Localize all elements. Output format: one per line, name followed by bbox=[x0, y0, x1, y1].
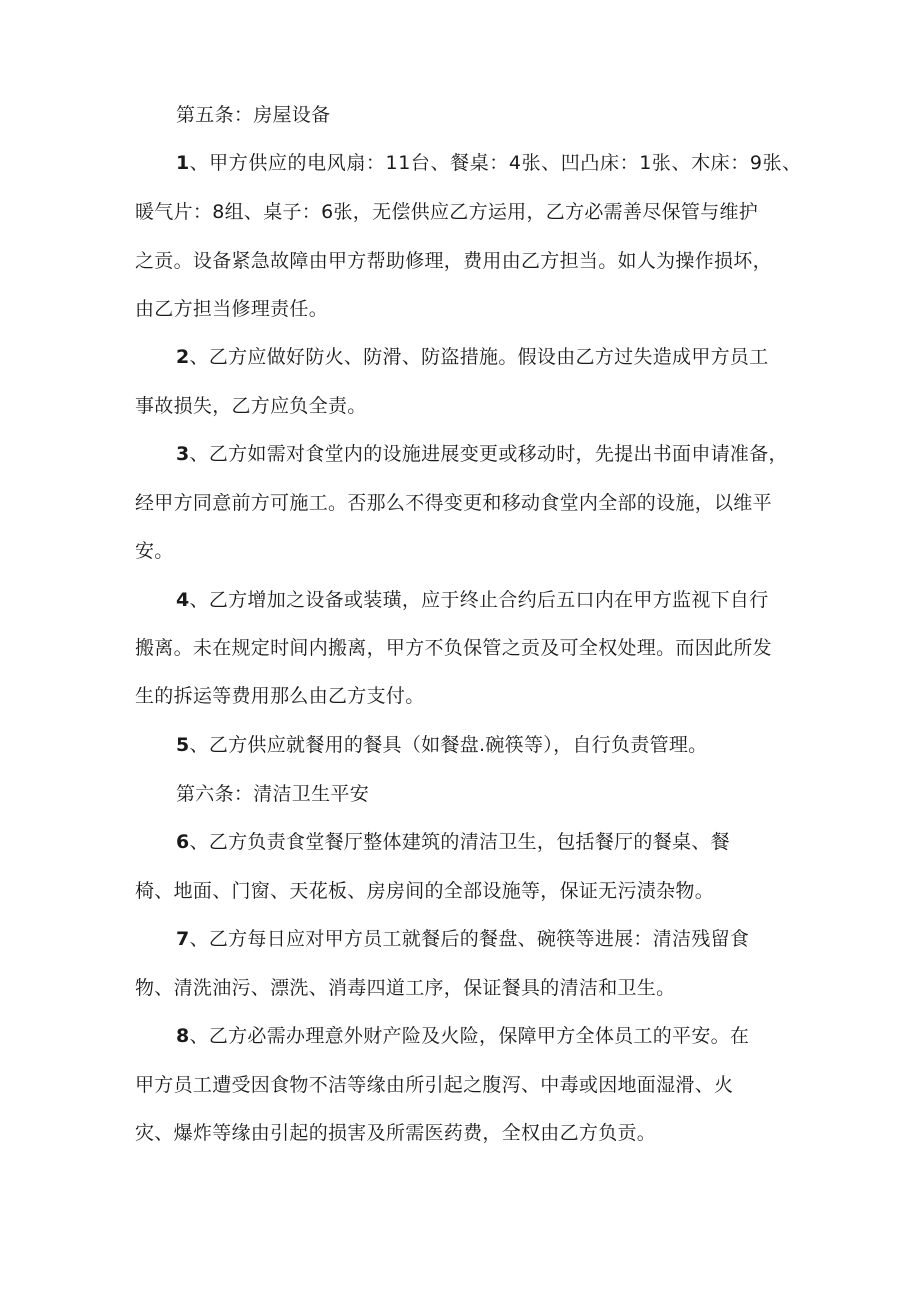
paragraph-text: 物、清洗油污、漂洗、消毒四道工序，保证餐具的清洁和卫生。 bbox=[135, 977, 676, 999]
item-number: 6 bbox=[176, 831, 190, 853]
paragraph-text: 生的拆运等费用那么由乙方支付。 bbox=[135, 685, 425, 707]
paragraph-text: 之贡。设备紧急故障由甲方帮助修理，费用由乙方担当。如人为操作损坏， bbox=[135, 250, 772, 272]
paragraph-item-3-line-3 bbox=[0, 539, 920, 563]
paragraph-item-1-line-1 bbox=[0, 151, 920, 175]
section-heading-text: 第五条：房屋设备 bbox=[176, 104, 331, 126]
item-number: 5 bbox=[176, 734, 190, 756]
paragraph-item-5-line-1 bbox=[0, 733, 920, 757]
item-number: 1 bbox=[176, 152, 190, 174]
paragraph-item-4-line-3 bbox=[0, 684, 920, 708]
paragraph-text: 搬离。未在规定时间内搬离，甲方不负保管之贡及可全权处理。而因此所发 bbox=[135, 637, 772, 659]
paragraph-item-6-line-2 bbox=[0, 879, 920, 903]
paragraph-item-7-line-1 bbox=[0, 927, 920, 951]
paragraph-item-1-line-2 bbox=[0, 200, 920, 224]
paragraph-text: 、乙方增加之设备或装璜，应于终止合约后五口内在甲方监视下自行 bbox=[189, 589, 769, 611]
paragraph-item-8-line-1 bbox=[0, 1024, 920, 1048]
paragraph-item-1-line-3 bbox=[0, 249, 920, 273]
paragraph-text: 灾、爆炸等缘由引起的损害及所需医药费，全权由乙方负贡。 bbox=[135, 1122, 657, 1144]
item-number: 7 bbox=[176, 928, 190, 950]
item-number: 3 bbox=[176, 443, 190, 465]
paragraph-item-8-line-3 bbox=[0, 1121, 920, 1145]
paragraph-text: 事故损失，乙方应负全责。 bbox=[135, 395, 367, 417]
paragraph-text: 经甲方同意前方可施工。否那么不得变更和移动食堂内全部的设施，以维平 bbox=[135, 492, 772, 514]
paragraph-item-2-line-1 bbox=[0, 345, 920, 369]
paragraph-text: 、乙方如需对食堂内的设施进展变更或移动时，先提出书面申请准备， bbox=[189, 443, 788, 465]
paragraph-item-8-line-2 bbox=[0, 1073, 920, 1097]
paragraph-text: 、乙方必需办理意外财产险及火险，保障甲方全体员工的平安。在 bbox=[189, 1025, 750, 1047]
paragraph-text: 、乙方供应就餐用的餐具（如餐盘.碗筷等），自行负责管理。 bbox=[189, 734, 708, 756]
paragraph-text: 暖气片：8组、桌子：6张，无偿供应乙方运用，乙方必需善尽保管与维护 bbox=[135, 201, 759, 223]
section-heading-text: 第六条：清洁卫生平安 bbox=[176, 783, 370, 805]
paragraph-text: 甲方员工遭受因食物不洁等缘由所引起之腹泻、中毒或因地面湿滑、火 bbox=[135, 1074, 734, 1096]
paragraph-item-3-line-2 bbox=[0, 491, 920, 515]
item-number: 8 bbox=[176, 1025, 190, 1047]
paragraph-item-1-line-4 bbox=[0, 297, 920, 321]
paragraph-text: 、乙方负责食堂餐厅整体建筑的清洁卫生，包括餐厅的餐桌、餐 bbox=[189, 831, 730, 853]
paragraph-text: 椅、地面、门窗、天花板、房房间的全部设施等，保证无污渍杂物。 bbox=[135, 880, 715, 902]
paragraph-item-4-line-2 bbox=[0, 636, 920, 660]
item-number: 2 bbox=[176, 346, 190, 368]
paragraph-item-2-line-2 bbox=[0, 394, 920, 418]
paragraph-text: 由乙方担当修理责任。 bbox=[135, 298, 329, 320]
paragraph-item-4-line-1 bbox=[0, 588, 920, 612]
section-heading-6 bbox=[0, 782, 920, 806]
paragraph-item-6-line-1 bbox=[0, 830, 920, 854]
paragraph-item-3-line-1 bbox=[0, 442, 920, 466]
paragraph-text: 、乙方应做好防火、防滑、防盗措施。假设由乙方过失造成甲方员工 bbox=[189, 346, 769, 368]
section-heading-5 bbox=[0, 103, 920, 127]
paragraph-item-7-line-2 bbox=[0, 976, 920, 1000]
item-number: 4 bbox=[176, 589, 190, 611]
paragraph-text: 安。 bbox=[135, 540, 174, 562]
paragraph-text: 、甲方供应的电风扇：11台、餐桌：4张、凹凸床：1张、木床：9张、 bbox=[189, 152, 802, 174]
paragraph-text: 、乙方每日应对甲方员工就餐后的餐盘、碗筷等进展：清洁残留食 bbox=[189, 928, 750, 950]
